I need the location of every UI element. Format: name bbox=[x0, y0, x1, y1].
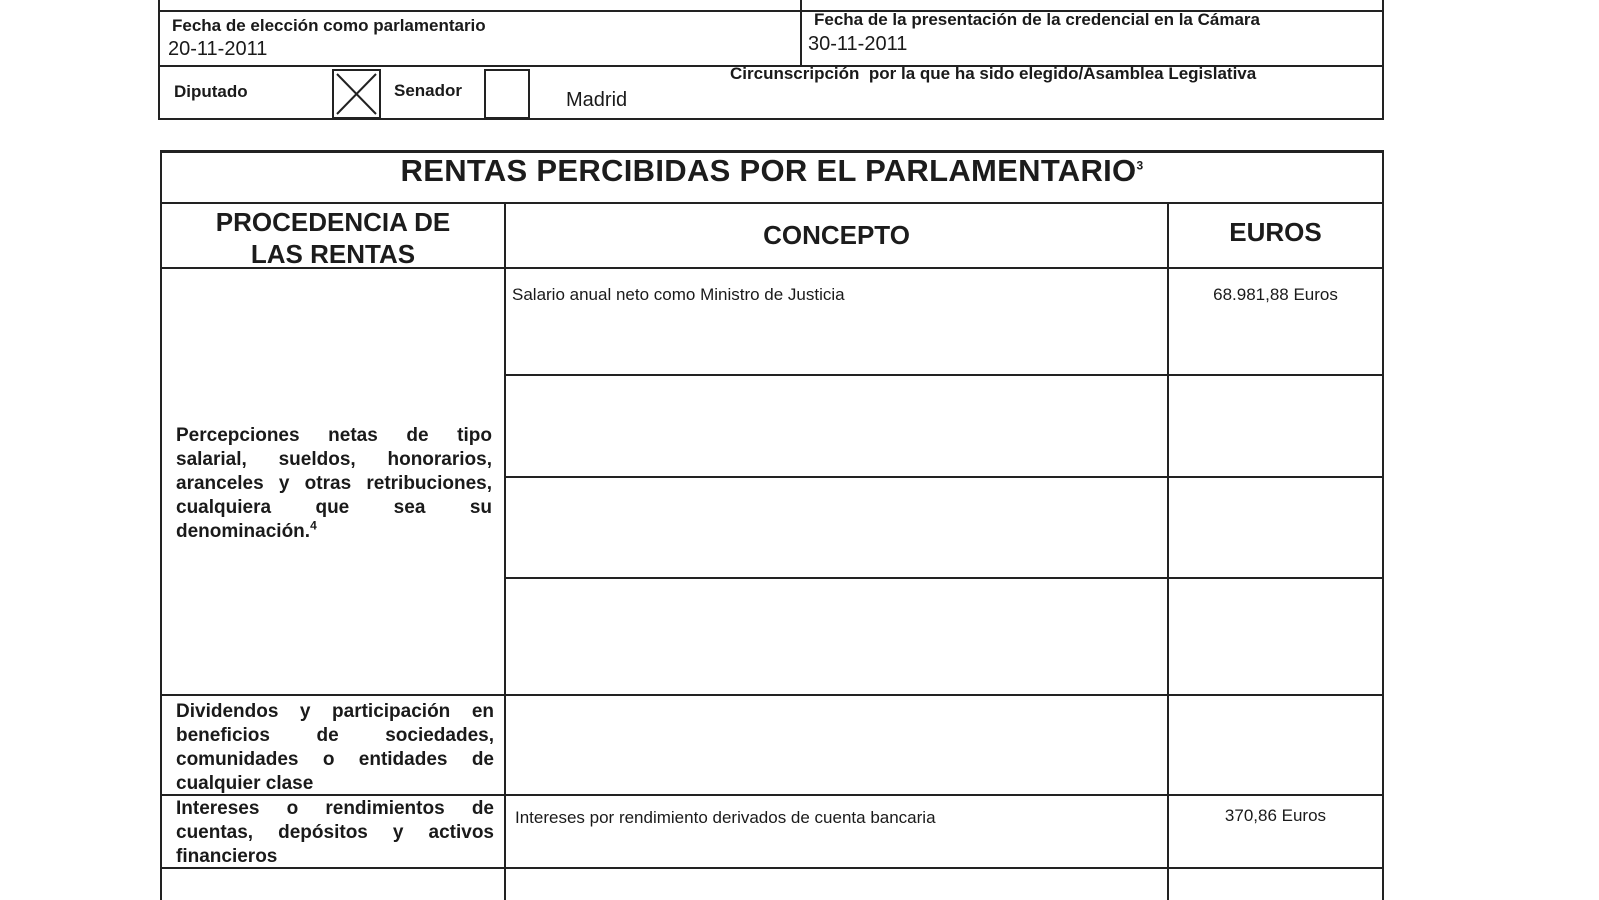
table-row-6-concepto: Intereses por rendimiento derivados de cuenta bancaria bbox=[515, 808, 936, 827]
fecha-eleccion-label: Fecha de elección como parlamentario bbox=[172, 16, 486, 35]
percepciones-footnote: 4 bbox=[310, 518, 317, 533]
header-left-line bbox=[158, 0, 160, 120]
fecha-credencial-value: 30-11-2011 bbox=[808, 33, 908, 55]
procedencia-header-line2: LAS RENTAS bbox=[250, 239, 416, 269]
header-right-line bbox=[1382, 0, 1384, 120]
row-sep-4 bbox=[160, 694, 1384, 696]
circunscripcion-label: Circunscripción por la que ha sido elegido/Asamblea Legislativa bbox=[730, 64, 1257, 83]
row-sep-2 bbox=[504, 476, 1384, 478]
senador-label: Senador bbox=[394, 81, 463, 100]
fecha-eleccion-value: 20-11-2011 bbox=[168, 38, 268, 60]
procedencia-header-line1: PROCEDENCIA DE bbox=[215, 207, 451, 237]
intereses-label: Intereses o rendimientos de cuentas, depósitos y activos financieros bbox=[176, 798, 494, 867]
percepciones-label-text: Percepciones netas de tipo salarial, sueldos, honorarios, aranceles y otras retribuciones, cualquiera que sea su denominación. bbox=[176, 425, 492, 542]
euros-header: EUROS bbox=[1229, 217, 1322, 247]
checkmark-x-icon bbox=[334, 71, 379, 117]
diputado-label: Diputado bbox=[174, 82, 248, 101]
title-footnote: 3 bbox=[1136, 158, 1144, 173]
table-row-1-euros: 68.981,88 Euros bbox=[1213, 285, 1338, 304]
circunscripcion-value: Madrid bbox=[566, 89, 628, 111]
percepciones-label bbox=[176, 424, 492, 544]
fecha-credencial-label: Fecha de la presentación de la credencial en la Cámara bbox=[814, 10, 1260, 29]
title-row-line bbox=[160, 202, 1384, 204]
procedencia-header bbox=[162, 206, 504, 270]
diputado-checkbox[interactable] bbox=[332, 69, 381, 119]
header-divider-line bbox=[800, 0, 802, 65]
senador-checkbox[interactable] bbox=[484, 69, 530, 119]
table-right-line bbox=[1382, 150, 1384, 900]
row-sep-3 bbox=[504, 577, 1384, 579]
table-title bbox=[160, 153, 1384, 189]
table-row-6-euros: 370,86 Euros bbox=[1224, 806, 1327, 825]
row-sep-1 bbox=[504, 374, 1384, 376]
table-row-1-concepto: Salario anual neto como Ministro de Justicia bbox=[512, 285, 845, 304]
concepto-header: CONCEPTO bbox=[763, 220, 910, 250]
dividendos-label: Dividendos y participación en beneficios de sociedades, comunidades o entidades de cualquier clase bbox=[176, 701, 494, 794]
table-title-text: RENTAS PERCIBIDAS POR EL PARLAMENTARIO bbox=[400, 153, 1137, 188]
